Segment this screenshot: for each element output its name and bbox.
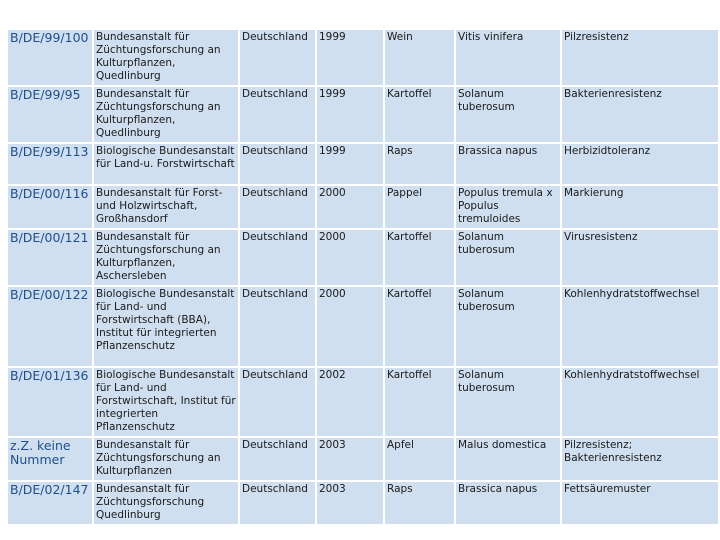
trait-cell: Bakterienresistenz: [562, 87, 718, 142]
crop-cell: Kartoffel: [385, 230, 454, 285]
release-id-cell: B/DE/00/122: [8, 287, 92, 366]
trait-cell: Markierung: [562, 186, 718, 228]
crop-cell: Kartoffel: [385, 87, 454, 142]
crop-cell: Apfel: [385, 438, 454, 480]
country-cell: Deutschland: [240, 482, 315, 524]
country-cell: Deutschland: [240, 30, 315, 85]
crop-cell: Pappel: [385, 186, 454, 228]
species-cell: Vitis vinifera: [456, 30, 560, 85]
trait-cell: Herbizidtoleranz: [562, 144, 718, 184]
release-id-cell: B/DE/99/113: [8, 144, 92, 184]
release-id-cell: B/DE/00/116: [8, 186, 92, 228]
crop-cell: Raps: [385, 482, 454, 524]
country-cell: Deutschland: [240, 368, 315, 436]
year-cell: 1999: [317, 30, 383, 85]
year-cell: 2000: [317, 186, 383, 228]
year-cell: 2002: [317, 368, 383, 436]
year-cell: 1999: [317, 87, 383, 142]
release-id-cell: B/DE/00/121: [8, 230, 92, 285]
trait-cell: Fettsäuremuster: [562, 482, 718, 524]
year-cell: 2003: [317, 482, 383, 524]
country-cell: Deutschland: [240, 144, 315, 184]
country-cell: Deutschland: [240, 287, 315, 366]
trait-cell: Kohlenhydratstoffwechsel: [562, 287, 718, 366]
release-id-cell: B/DE/01/136: [8, 368, 92, 436]
table-row: [8, 438, 718, 480]
crop-cell: Kartoffel: [385, 368, 454, 436]
institution-cell: Biologische Bundesanstalt für Land- und Forstwirtschaft, Institut für integrierten Pflanzenschutz: [94, 368, 238, 436]
species-cell: Populus tremula x Populus tremuloides: [456, 186, 560, 228]
trait-cell: Pilzresistenz: [562, 30, 718, 85]
table-row: [8, 144, 718, 184]
year-cell: 1999: [317, 144, 383, 184]
trait-cell: Kohlenhydratstoffwechsel: [562, 368, 718, 436]
species-cell: Malus domestica: [456, 438, 560, 480]
year-cell: 2003: [317, 438, 383, 480]
year-cell: 2000: [317, 287, 383, 366]
species-cell: Brassica napus: [456, 144, 560, 184]
country-cell: Deutschland: [240, 230, 315, 285]
crop-cell: Wein: [385, 30, 454, 85]
table-row: [8, 482, 718, 524]
species-cell: Solanum tuberosum: [456, 287, 560, 366]
country-cell: Deutschland: [240, 438, 315, 480]
institution-cell: Bundesanstalt für Forst- und Holzwirtschaft, Großhansdorf: [94, 186, 238, 228]
release-id-cell: B/DE/99/95: [8, 87, 92, 142]
year-cell: 2000: [317, 230, 383, 285]
release-table: [6, 28, 720, 526]
crop-cell: Raps: [385, 144, 454, 184]
institution-cell: Bundesanstalt für Züchtungsforschung an Kulturpflanzen, Quedlinburg: [94, 30, 238, 85]
species-cell: Solanum tuberosum: [456, 230, 560, 285]
species-cell: Brassica napus: [456, 482, 560, 524]
table-row: [8, 186, 718, 228]
trait-cell: Virusresistenz: [562, 230, 718, 285]
table-row: [8, 230, 718, 285]
trait-cell: Pilzresistenz; Bakterienresistenz: [562, 438, 718, 480]
institution-cell: Bundesanstalt für Züchtungsforschung an Kulturpflanzen, Aschersleben: [94, 230, 238, 285]
species-cell: Solanum tuberosum: [456, 368, 560, 436]
institution-cell: Bundesanstalt für Züchtungsforschung an Kulturpflanzen, Quedlinburg: [94, 87, 238, 142]
species-cell: Solanum tuberosum: [456, 87, 560, 142]
table-row: [8, 368, 718, 436]
release-id-cell: B/DE/02/147: [8, 482, 92, 524]
country-cell: Deutschland: [240, 186, 315, 228]
institution-cell: Bundesanstalt für Züchtungsforschung an Kulturpflanzen: [94, 438, 238, 480]
release-table-container: [6, 28, 718, 526]
table-row: [8, 287, 718, 366]
country-cell: Deutschland: [240, 87, 315, 142]
table-row: [8, 30, 718, 85]
institution-cell: Biologische Bundesanstalt für Land-u. Forstwirtschaft: [94, 144, 238, 184]
release-id-cell: B/DE/99/100: [8, 30, 92, 85]
institution-cell: Biologische Bundesanstalt für Land- und Forstwirtschaft (BBA), Institut für integrierten Pflanzenschutz: [94, 287, 238, 366]
crop-cell: Kartoffel: [385, 287, 454, 366]
institution-cell: Bundesanstalt für Züchtungsforschung Quedlinburg: [94, 482, 238, 524]
table-row: [8, 87, 718, 142]
release-table-body: [8, 30, 718, 524]
release-id-cell: z.Z. keine Nummer: [8, 438, 92, 480]
